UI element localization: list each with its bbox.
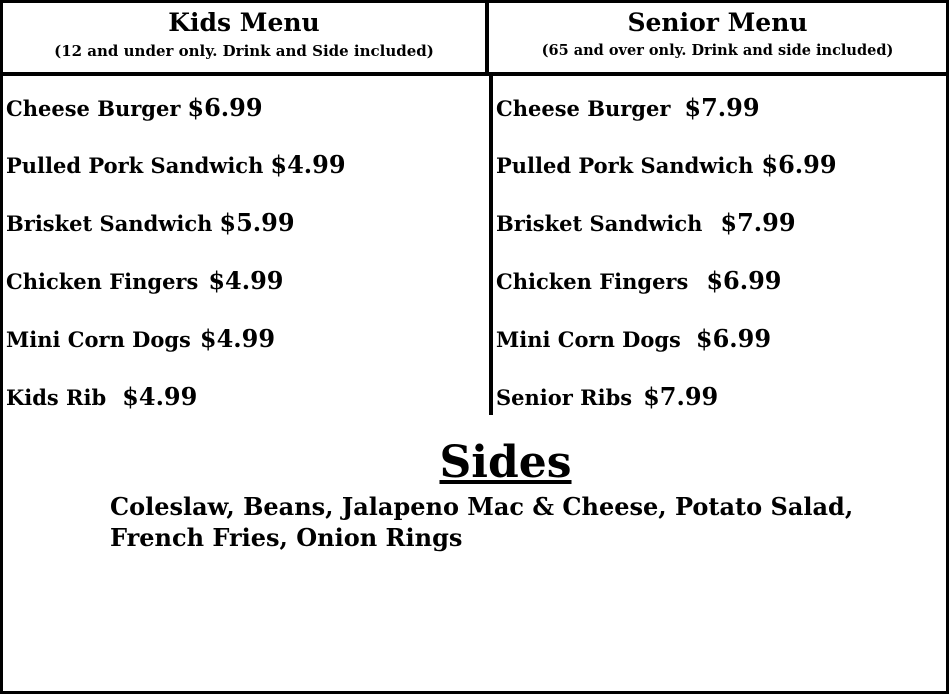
- item-name: Chicken Fingers: [6, 269, 199, 294]
- kids-item-pulled-pork-sandwich: [6, 150, 346, 179]
- senior-item-pulled-pork-sandwich: [496, 150, 837, 179]
- senior-menu-title: Senior Menu: [627, 8, 808, 37]
- kids-item-kids-rib: [6, 382, 197, 411]
- item-name: Mini Corn Dogs: [6, 327, 191, 352]
- item-price: $7.99: [684, 93, 760, 122]
- kids-item-cheese-burger: [6, 93, 263, 122]
- item-name: Pulled Pork Sandwich: [496, 153, 754, 178]
- item-price: $6.99: [706, 266, 782, 295]
- item-name: Cheese Burger: [496, 96, 671, 121]
- item-name: Senior Ribs: [496, 385, 633, 410]
- kids-menu-title: Kids Menu: [168, 8, 320, 37]
- sides-title: Sides: [439, 437, 572, 488]
- senior-item-mini-corn-dogs: [496, 324, 771, 353]
- senior-menu-header: [489, 3, 946, 76]
- item-name: Brisket Sandwich: [496, 211, 703, 236]
- sides-list: Coleslaw, Beans, Jalapeno Mac & Cheese, Potato Salad, French Fries, Onion Rings: [110, 492, 854, 552]
- kids-menu-header: [3, 3, 489, 76]
- item-price: $7.99: [720, 208, 796, 237]
- item-price: $4.99: [199, 324, 276, 353]
- item-name: Brisket Sandwich: [6, 211, 213, 236]
- item-price: $6.99: [695, 324, 772, 353]
- kids-item-chicken-fingers: [6, 266, 283, 295]
- item-price: $6.99: [761, 150, 837, 179]
- senior-item-senior-ribs: [496, 382, 718, 411]
- kids-menu-subtitle: (12 and under only. Drink and Side included): [54, 42, 434, 60]
- item-price: $4.99: [270, 150, 346, 179]
- kids-item-mini-corn-dogs: [6, 324, 275, 353]
- senior-menu-subtitle: (65 and over only. Drink and side included): [541, 42, 894, 59]
- item-name: Chicken Fingers: [496, 269, 689, 294]
- item-price: $4.99: [208, 266, 284, 295]
- item-name: Kids Rib: [6, 385, 107, 410]
- column-divider: [489, 76, 493, 415]
- senior-item-chicken-fingers: [496, 266, 781, 295]
- item-price: $6.99: [187, 93, 263, 122]
- item-price: $4.99: [122, 382, 198, 411]
- senior-item-brisket-sandwich: [496, 208, 796, 237]
- item-name: Pulled Pork Sandwich: [6, 153, 264, 178]
- item-price: $7.99: [643, 382, 719, 411]
- item-price: $5.99: [219, 208, 295, 237]
- senior-item-cheese-burger: [496, 93, 760, 122]
- item-name: Mini Corn Dogs: [496, 327, 681, 352]
- kids-item-brisket-sandwich: [6, 208, 295, 237]
- item-name: Cheese Burger: [6, 96, 181, 121]
